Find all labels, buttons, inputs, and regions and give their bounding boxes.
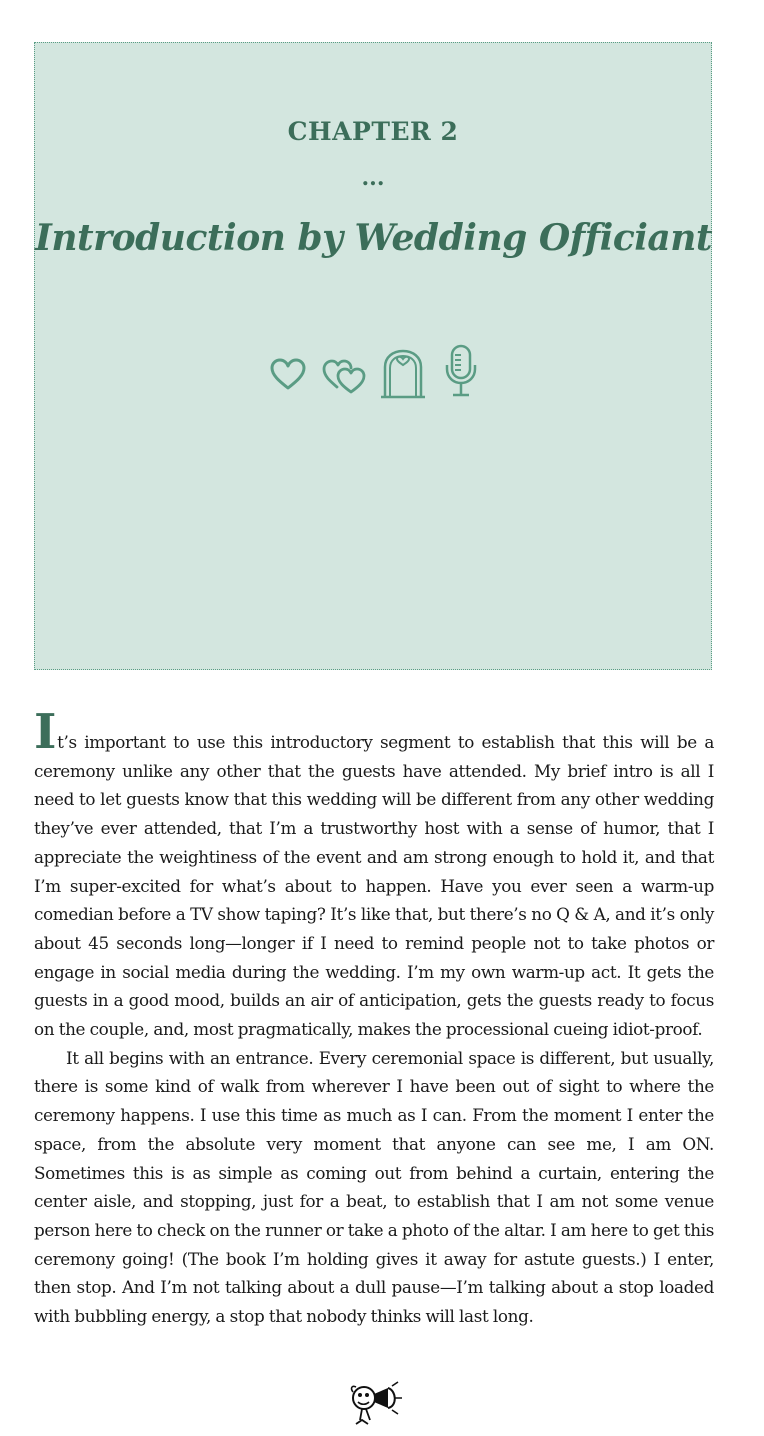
chapter-label: CHAPTER 2 — [287, 117, 459, 146]
chapter-dots: ... — [361, 165, 385, 191]
paragraph-1 — [34, 704, 714, 1044]
drop-cap: I — [34, 704, 57, 760]
heart-icon — [269, 357, 307, 391]
cartoon-megaphone-icon — [344, 1380, 404, 1428]
microphone-icon — [441, 343, 481, 399]
chapter-icon-row — [269, 343, 481, 403]
wedding-arch-icon — [379, 347, 427, 399]
two-hearts-icon — [321, 357, 367, 395]
chapter-title: Introduction by Wedding Officiant — [35, 217, 713, 259]
chapter-header — [34, 42, 712, 670]
paragraph-2: It all begins with an entrance. Every ceremonial space is different, but usually, there is some kind of walk from wherever I have been out of sight to where the ceremony happens. I use this time as much as I can. From the moment I enter the space, from the absolute very moment that anyone can see me, I am ON. Sometimes this is as simple as coming out from behind a curtain, entering the center aisle, and stopping, just for a beat, to establish that I am not some venue person here to check on the runner or take a photo of the altar. I am here to get this ceremony going! (The book I’m holding gives it away for astute guests.) I enter, then stop. And I’m not talking about a dull pause—I’m talking about a stop loaded with bubbling energy, a stop that nobody thinks will last long. — [34, 1047, 714, 1327]
body-text — [34, 704, 714, 1331]
paragraph-1-text: t’s important to use this introductory segment to establish that this will be a ceremony unlike any other that the guests have attended. My brief intro is all I need to let guests know that this wedding will be different from any other wedding they’ve ever attended, that I’m a trustworthy host with a sense of humor, that I appreciate the weightiness of the event and am strong enough to hold it, and that I’m super-excited for what’s about to happen. Have you ever seen a warm-up comedian before a TV show taping? It’s like that, but there’s no Q & A, and it’s only about 45 seconds long—longer if I need to remind people not to take photos or engage in social media during the wedding. I’m my own warm-up act. It gets the guests in a good mood, builds an air of anticipation, gets the guests ready to focus on the couple, and, most pragmatically, makes the processional cueing idiot-proof. — [34, 732, 714, 1040]
